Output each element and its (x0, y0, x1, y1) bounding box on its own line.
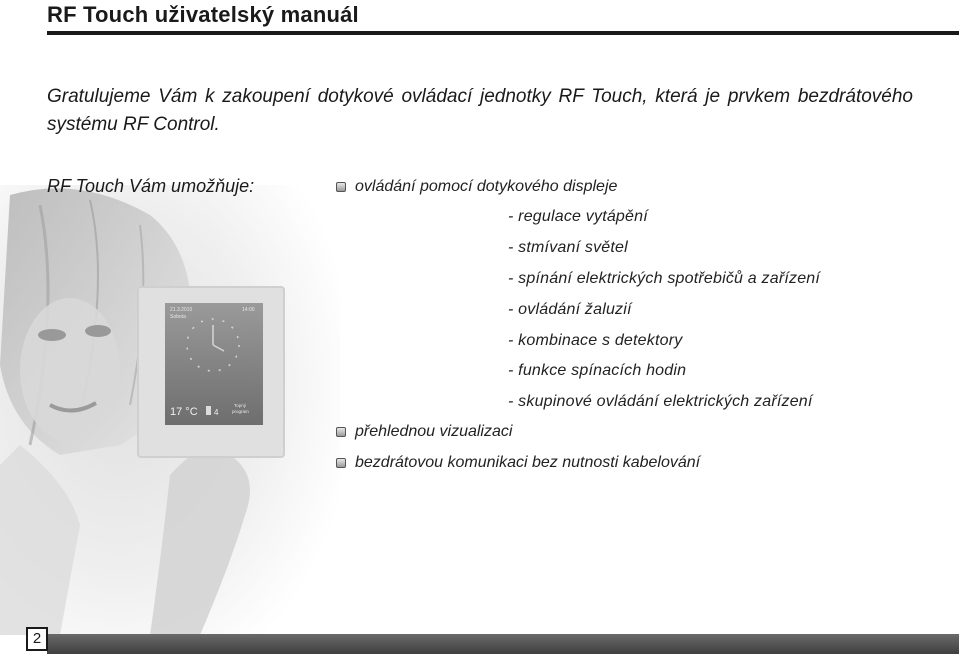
feature-text: přehlednou vizualizaci (355, 423, 513, 440)
page-number: 2 (26, 627, 48, 651)
feature-item (336, 423, 512, 441)
square-bullet-icon (336, 458, 346, 468)
feature-subitem: - regulace vytápění (508, 208, 648, 225)
device-battery: 4 (214, 408, 219, 417)
intro-paragraph: Gratulujeme Vám k zakoupení dotykové ovládací jednotky RF Touch, která je prvkem bezdrátového systému RF Control. (47, 86, 913, 135)
device-day: Sobota (170, 314, 186, 320)
feature-subitem: - ovládání žaluzií (508, 301, 632, 318)
feature-item (336, 178, 617, 196)
battery-icon (206, 406, 211, 415)
feature-subitem: - stmívaní světel (508, 239, 628, 256)
feature-text: bezdrátovou komunikaci bez nutnosti kabelování (355, 454, 701, 471)
feature-subitem: - funkce spínacích hodin (508, 362, 687, 379)
device-date: 21.3.2010 (170, 307, 193, 313)
feature-subitem: - spínání elektrických spotřebičů a zařízení (508, 270, 821, 287)
page-title: RF Touch uživatelský manuál (47, 2, 359, 27)
device-button-line1[interactable]: Topný (234, 403, 247, 408)
feature-list (336, 0, 936, 654)
device-temperature: 17 °C (170, 406, 198, 418)
square-bullet-icon (336, 427, 346, 437)
feature-subitem: - kombinace s detektory (508, 332, 683, 349)
feature-text: ovládání pomocí dotykového displeje (355, 178, 618, 195)
feature-item (336, 454, 700, 472)
footer-bar (47, 634, 959, 654)
woman-device-illustration (0, 185, 340, 635)
feature-subitem: - skupinové ovládání elektrických zařízení (508, 393, 813, 410)
features-lead: RF Touch Vám umožňuje: (47, 176, 255, 196)
square-bullet-icon (336, 182, 346, 192)
device-time: 14:00 (242, 307, 255, 313)
device-button-line2[interactable]: program (232, 409, 249, 414)
